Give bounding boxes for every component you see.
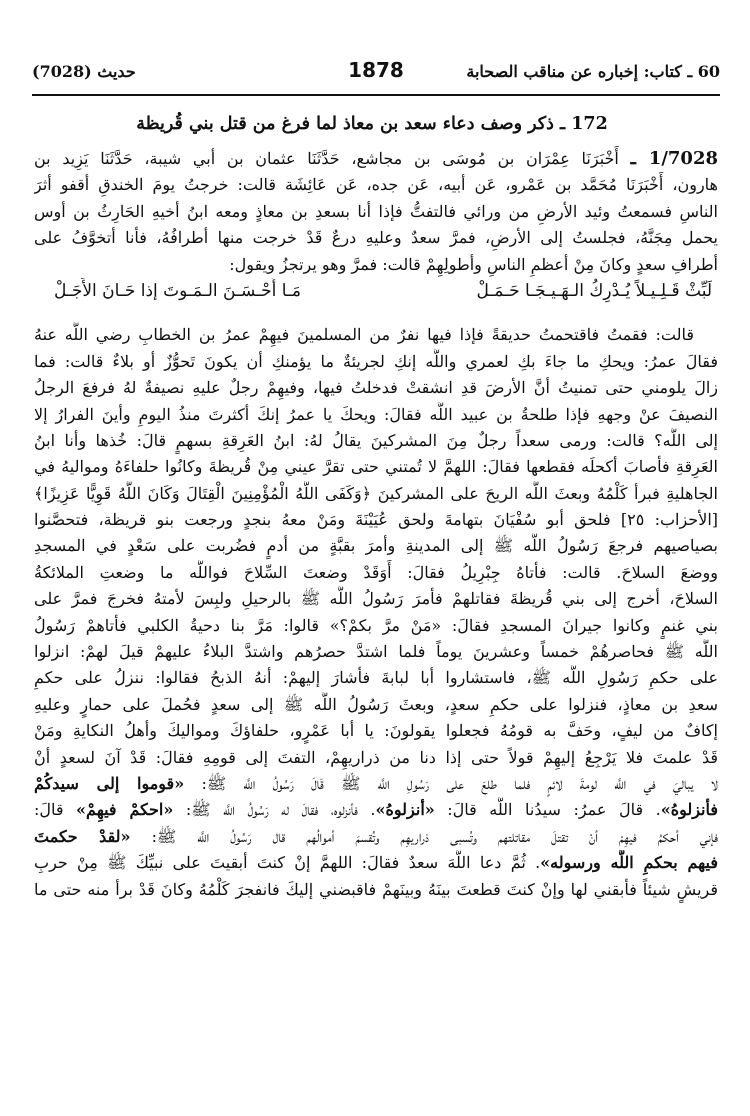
text-line: العَرِقةِ فأصابَ أكحلَه فقطعها فقالَ: اللهمَّ لا تُمتني حتى تقرَّ عيني مِنْ قُريظةَ وكانُوا حلفاءَهُ ومواليهُ في — [34, 457, 718, 477]
text-line: هارون، أَخْبَرَنَا مُحَمَّد بن عَمْرو، عَن أبيه، عَن جده، عَن عَائِشَة قالت: خرجتُ يومَ الخندقِ أقفو أثرَ — [34, 175, 718, 195]
text-line: قالت: فقمتُ فاقتحمتُ حديقةً فإذا فيها نفرٌ من المسلمينَ فيهِمْ عمرُ بن الخطابِ رضي اللَّه عنهُ — [34, 325, 694, 345]
text-line: على حكمِ رَسُولِ اللَّه ﷺ، فاستشاروا أبا لبابةَ فأشارَ إليهمْ: أنهُ الذبحُ فقالوا: ننزلُ على حكمِ — [34, 668, 718, 688]
verse-first-hemistich: لَبِّثْ قَـلِـيـلاً يُـدْرِكُ الـهَـيـجَـا حَـمَـلْ — [476, 280, 712, 301]
text-line: إلى اللَّه؟ قالت: ورمى سعداً رجلٌ مِنَ المشركينَ يقالُ لهُ: ابنُ العَرِقةِ بسهمٍ قالَ: خُذها وأنا ابنُ — [34, 430, 718, 450]
header-divider — [32, 94, 720, 96]
text-line: اللَّه ﷺ فحاصرهُمْ خمساً وعشرينَ يوماً فلما اشتدَّ حصرُهم واشتدَّ البلاءُ عليهمْ قيلَ لهمْ: انزلوا — [34, 642, 718, 662]
text-line: ووضعَ السلاحَ. قالت: فأتاهُ جِبْرِيلُ فقالَ: أَوَقَدْ وضعتَ السِّلاحَ فواللَّه ما وضعتِ الملائكةُ — [34, 562, 718, 582]
text-line: قَدْ علمتَ فلا يَرْجِعُ إليهِمْ قولاً حتى إذا دنا من ذراريهِمْ، التفتَ إلى قومِهِ فقالَ: قَدْ آنَ لسعدٍ أنْ — [34, 747, 718, 767]
text-line: لا يباليَ في اللَّه لومةَ لائمٍ فلما طلعَ على رَسُولِ اللَّه ﷺ قَالَ رَسُولُ اللَّه ﷺ: «قوموا إلى سيدكُمْ — [34, 773, 718, 793]
prophet-quote: «أنزلوهُ» — [375, 800, 435, 820]
prophet-quote: فيهم بحكمِ اللَّه ورسوله» — [540, 853, 718, 873]
text-line: قريشٍ شيئاً فأبقني لها وإنْ كنتَ قطعتَ بينَهُ وبينَهمْ فاقبضني إليكَ فانفجرَ كَلْمُهُ وكانَ قَدْ برأ منه حتى ما — [34, 879, 718, 899]
hadith-reference: حديث (7028) — [32, 62, 136, 81]
text-line: [الأحزاب: ٢٥] فلحق أبو سُفْيَانَ بتهامةَ ولحق عُيَيْنَةَ ومَنْ معهُ بنجدٍ ورجعت بنو قريظة، فتحصَّنوا — [34, 510, 718, 530]
prophet-quote: «لقدْ حكمتَ — [34, 826, 131, 846]
book-section-title: 60 ـ كتاب: إخباره عن مناقب الصحابة — [466, 62, 720, 81]
hadith-text — [34, 146, 718, 903]
text-line: فقالَ عمرُ: ويحكِ ما جاءَ بكِ لعمري واللَّه إنكِ لجريئةٌ ما يؤمنكِ أن يكونَ تَحوُّزٌ أو بلاءٌ قالت: فما — [34, 351, 718, 371]
text-line: الناسِ فسمعتُ وئيد الأرضِ من ورائي فالتفتُّ فإذا أنا بسعدِ بن معاذٍ ومعه ابنُ أخيهِ الحَارِثُ بن أوس — [34, 201, 718, 221]
chapter-title: 172 ـ ذكر وصف دعاء سعد بن معاذ لما فرغ من قتل بني قُريظة — [136, 114, 608, 134]
text-line: 1/7028 ـ أَخْبَرَنَا عِمْرَان بن مُوسَى بن مجاشع، حَدَّثَنَا عثمان بن أبي شيبة، حَدَّثَنَا يَزِيد بن — [34, 148, 718, 169]
hadith-number: 1/7028 ـ — [630, 148, 718, 169]
quran-quote-line: الجاهليةِ فبرأ كَلْمُهُ وبعثَ اللَّه الريحَ على المشركينَ ﴿وَكَفَى اللَّهُ الْمُؤْمِنِينَ الْقِتَالَ وَكَانَ اللَّهُ قَوِيًّا عَزِيزًا﴾ — [34, 483, 718, 503]
text-line: النصيفَ عنْ وجههِ فإذا طلحةُ بن عبيد اللَّه فقالَ: ويحكَ يا عمرُ إنكَ أكثرتَ منذُ اليومِ وأينَ الفرارُ إلا — [34, 404, 718, 424]
text-line: السلاحَ، أخرج إلى بني قُريظةَ فقاتلهمْ فأمرَ رَسُولُ اللَّه ﷺ بالرحيلِ ولبِسَ لأمتهُ فخرجَ فمرَّ على — [34, 589, 718, 609]
text-line: فإني أحكمُ فيهِمْ أنْ تقتلَ مقاتلتهم وتُسبى ذراريهِم وتُقسمَ أموالُهم قال رَسُولُ اللَّه ﷺ: «لقدْ حكمتَ — [34, 826, 718, 846]
prophet-quote: «احكمْ فيهِمْ» — [76, 800, 174, 820]
prophet-quote: فأنزلوهُ» — [660, 800, 718, 820]
text-line: بصياصيهم فرجعَ رَسُولُ اللَّه ﷺ إلى المدينةِ وأمرَ بقبَّةٍ من أدمٍ فضُربت على سَعْدٍ في المسجدِ — [34, 536, 718, 556]
text-line: زالَ يلومني حتى تمنيتُ أنَّ الأرضَ قدِ انشقتْ فدخلتُ فيها، وفيهِمْ رجلٌ عليهِ نصيفةٌ لهُ فرفعَ الرجلُ — [34, 378, 718, 398]
text-line: بني غنمٍ وكانوا جيرانَ المسجدِ فقالَ: «مَنْ مرَّ بكمْ؟» قالوا: مَرَّ بنا دحيةُ الكلبي فأتاهمْ رَسُولُ — [34, 615, 718, 635]
text-line: يحمل مِجَنَّهُ، فجلستُ إلى الأرضِ، فمرَّ سعدٌ وعليهِ درعٌ قَدْ خرجت منها أطرافُهُ، فأنا أتخوَّفُ على — [34, 228, 718, 248]
poetry-verse — [34, 278, 718, 304]
text-line: سعدِ بن معاذٍ، فنزلوا على حكمِ سعدٍ، وبعثَ رَسُولُ اللَّه ﷺ إلى سعدٍ فحُملَ على حمارٍ وعليهِ — [34, 694, 718, 714]
text-line: أطرافِ سعدٍ وكانَ مِنْ أعظمِ الناسِ وأطولِهِمْ قالت: فمرَّ وهو يرتجزُ ويقول: — [229, 254, 718, 274]
running-header — [32, 58, 720, 88]
text-line: فيهم بحكمِ اللَّه ورسوله». ثُمَّ دعا اللَّهَ سعدٌ فقالَ: اللهمَّ إنْ كنتَ أبقيتَ على نبيِّكَ ﷺ مِنْ حربِ — [34, 853, 718, 873]
page-number: 1878 — [348, 58, 404, 82]
prophet-quote: «قوموا إلى سيدكُمْ — [34, 773, 185, 793]
text-line: فأنزلوهُ». قالَ عمرُ: سيدُنا اللَّه قالَ: «أنزلوهُ». فأنزلوه، فقالَ له رَسُولُ اللَّه ﷺ: «احكمْ فيهِمْ» قالَ: — [34, 800, 718, 820]
text-line: إكافٌ من ليفٍ، وحَفَّ به قومُهُ فجعلوا يقولونَ: يا أبا عَمْرٍو، حلفاؤكَ ومواليكَ وأهلُ النكايةِ ومَنْ — [34, 721, 718, 741]
verse-second-hemistich: مَـا أَحْـسَـنَ الـمَـوتَ إذا حَـانَ الأَجَـلْ — [54, 280, 302, 301]
